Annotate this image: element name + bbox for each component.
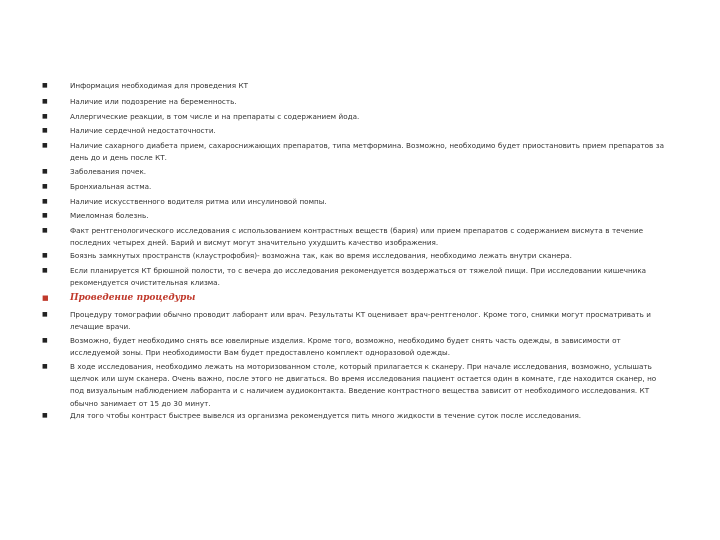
bullet-icon: ■	[42, 267, 48, 274]
list-item-text: Для того чтобы контраст быстрее вывелся из организма рекомендуется пить много жидкости в течение суток после исследования.	[70, 411, 582, 420]
list-item-text: Информация необходимая для проведения КТ	[70, 81, 249, 90]
list-item-text: Если планируется КТ брюшной полости, то с вечера до исследования рекомендуется воздержаться от тяжелой пищи. При исследовании кишечника рекомендуется очистительная клизма.	[70, 266, 647, 288]
list-item-text: Миеломная болезнь.	[70, 211, 149, 220]
bullet-icon: ■	[42, 363, 48, 370]
bullet-icon: ■	[42, 337, 48, 344]
bullet-icon: ■	[42, 227, 48, 234]
bullet-icon: ■	[42, 294, 49, 302]
list-item-text: Факт рентгенологического исследования с использованием контрастных веществ (бария) или прием препаратов с содержанием висмута в течение последних четырех дней. Барий и висмут могут значительно ухудшить качество изображения.	[70, 226, 644, 248]
bullet-icon: ■	[42, 311, 48, 318]
bullet-icon: ■	[42, 98, 48, 105]
bullet-icon: ■	[42, 412, 48, 419]
bullet-icon: ■	[42, 82, 48, 89]
list-item-text: Аллергические реакции, в том числе и на препараты с содержанием йода.	[70, 112, 360, 121]
list-item-text: Процедуру томографии обычно проводит лаборант или врач. Результаты КТ оценивает врач-рентгенолог. Кроме того, снимки могут просматривать и лечащие врачи.	[70, 310, 651, 332]
list-item-text: Боязнь замкнутых пространств (клаустрофобия)- возможна так, как во время исследования, необходимо лежать внутри сканера.	[70, 251, 572, 260]
bullet-icon: ■	[42, 198, 48, 205]
bullet-icon: ■	[42, 127, 48, 134]
bullet-icon: ■	[42, 168, 48, 175]
bullet-icon: ■	[42, 113, 48, 120]
list-item-text: Наличие или подозрение на беременность.	[70, 97, 237, 106]
list-item-text: Наличие сердечной недостаточности.	[70, 126, 216, 135]
list-item-text: В ходе исследования, необходимо лежать на моторизованном столе, который прилагается к сканеру. При начале исследования, возможно, услышать щелчок или шум сканера. Очень важно, после этого не двигаться. Во время исследования пациент остается один в комнате, где находится сканер, но под визуальным наблюдением лаборанта и с наличием аудиоконтакта. Введение контрастного вещества зависит от необходимого исследования. КТ обычно занимает от 15 до 30 минут.	[70, 362, 657, 408]
list-item-text: Возможно, будет необходимо снять все ювелирные изделия. Кроме того, возможно, необходимо будет снять часть одежды, в зависимости от исследуемой зоны. При необходимости Вам будет предоставлено комплект одноразовой одежды.	[70, 336, 621, 358]
bullet-icon: ■	[42, 212, 48, 219]
section-heading: Проведение процедуры	[70, 293, 196, 303]
list-item-text: Наличие искусственного водителя ритма или инсулиновой помпы.	[70, 197, 327, 206]
bullet-icon: ■	[42, 183, 48, 190]
list-item-text: Заболевания почек.	[70, 167, 147, 176]
bullet-icon: ■	[42, 142, 48, 149]
list-item-text: Бронхиальная астма.	[70, 182, 152, 191]
list-item-text: Наличие сахарного диабета прием, сахароснижающих препаратов, типа метформина. Возможно, необходимо будет приостановить прием препаратов за день до и день после КТ.	[70, 141, 664, 163]
bullet-icon: ■	[42, 252, 48, 259]
